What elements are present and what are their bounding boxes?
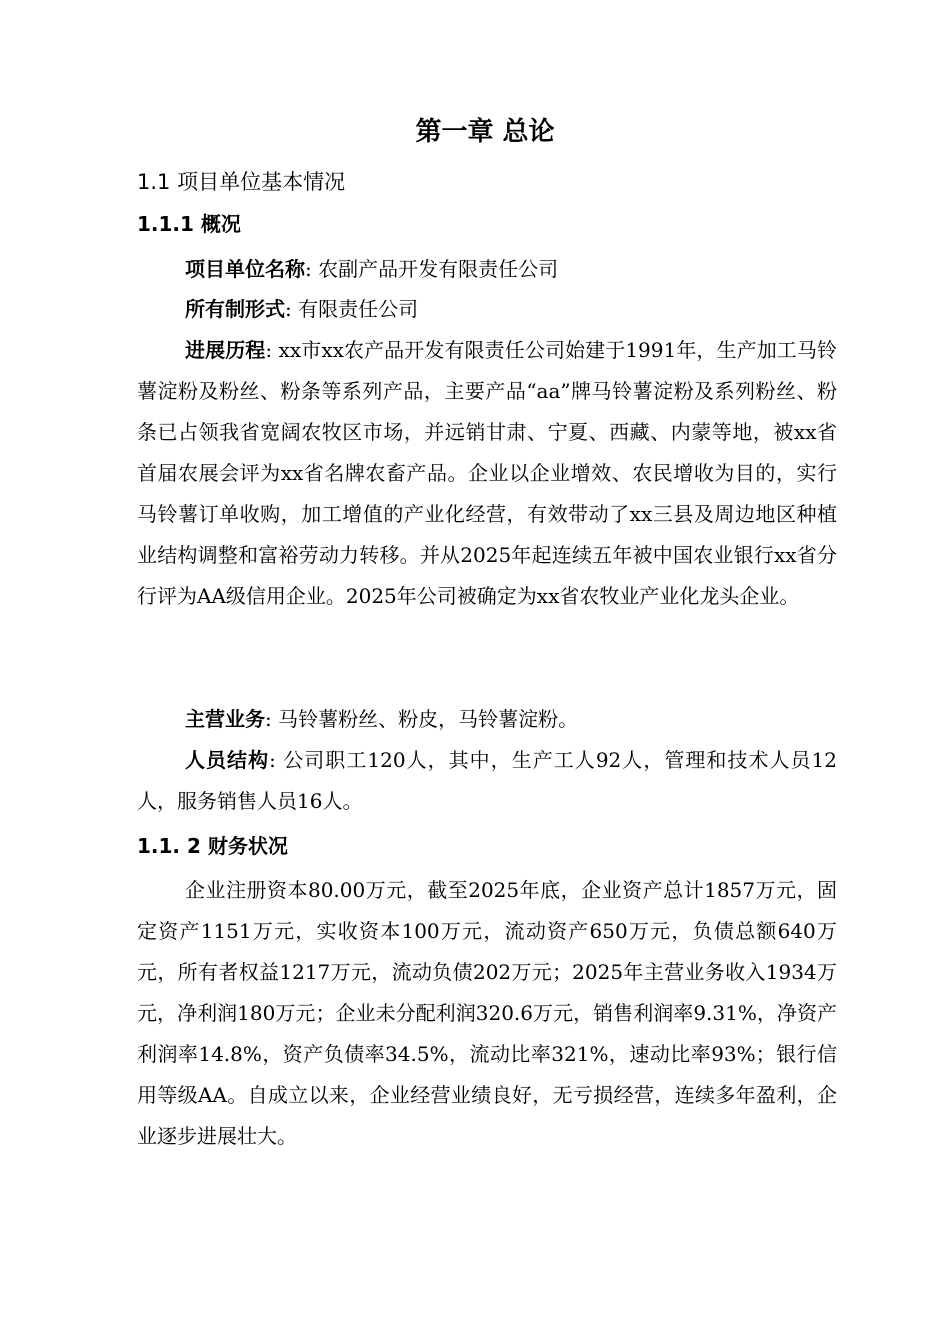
- history-value: : xx市xx农产品开发有限责任公司始建于1991年，生产加工马铃薯淀粉及粉丝、粉条等系列产品，主要产品“aa”牌马铃薯淀粉及系列粉丝、粉条已占领我省宽阔农牧区市场，并远销甘肃、宁夏、西藏、内蒙等地，被xx省首届农展会评为xx省名牌农畜产品。企业以企业增效、农民增收为目的，实行马铃薯订单收购，加工增值的产业化经营，有效带动了xx三县及周边地区种植业结构调整和富裕劳动力转移。并从2025年起连续五年被中国农业银行xx省分行评为AA级信用企业。2025年公司被确定为xx省农牧业产业化龙头企业。: [137, 338, 837, 608]
- unit-name-value: : 农副产品开发有限责任公司: [305, 257, 559, 281]
- main-business-paragraph: [137, 699, 837, 740]
- staff-value: : 公司职工120人，其中，生产工人92人，管理和技术人员12人，服务销售人员16人。: [137, 748, 838, 813]
- ownership-paragraph: [137, 289, 837, 330]
- section-heading-1-1: 1.1 项目单位基本情况: [137, 170, 346, 194]
- unit-name-label: 项目单位名称: [185, 257, 305, 281]
- section-heading-1-1-2: 1.1. 2 财务状况: [137, 834, 288, 858]
- financial-paragraph: 企业注册资本80.00万元，截至2025年底，企业资产总计1857万元，固定资产1151万元，实收资本100万元，流动资产650万元，负债总额640万元，所有者权益1217万元，流动负债202万元；2025年主营业务收入1934万元，净利润180万元；企业未分配利润320.6万元，销售利润率9.31%，净资产利润率14.8%，资产负债率34.5%，流动比率321%，速动比率93%；银行信用等级AA。自成立以来，企业经营业绩良好，无亏损经营，连续多年盈利，企业逐步进展壮大。: [137, 878, 837, 1148]
- unit-name-paragraph: [137, 249, 837, 290]
- main-business-value: : 马铃薯粉丝、粉皮，马铃薯淀粉。: [265, 707, 579, 731]
- staff-paragraph: [137, 740, 837, 822]
- ownership-value: : 有限责任公司: [285, 297, 419, 321]
- ownership-label: 所有制形式: [185, 297, 285, 321]
- history-paragraph: [137, 330, 837, 617]
- main-business-label: 主营业务: [185, 707, 265, 731]
- staff-label: 人员结构: [185, 748, 270, 772]
- history-label: 进展历程: [185, 338, 266, 362]
- chapter-title: 第一章 总论: [415, 117, 555, 147]
- section-heading-1-1-1: 1.1.1 概况: [137, 212, 241, 236]
